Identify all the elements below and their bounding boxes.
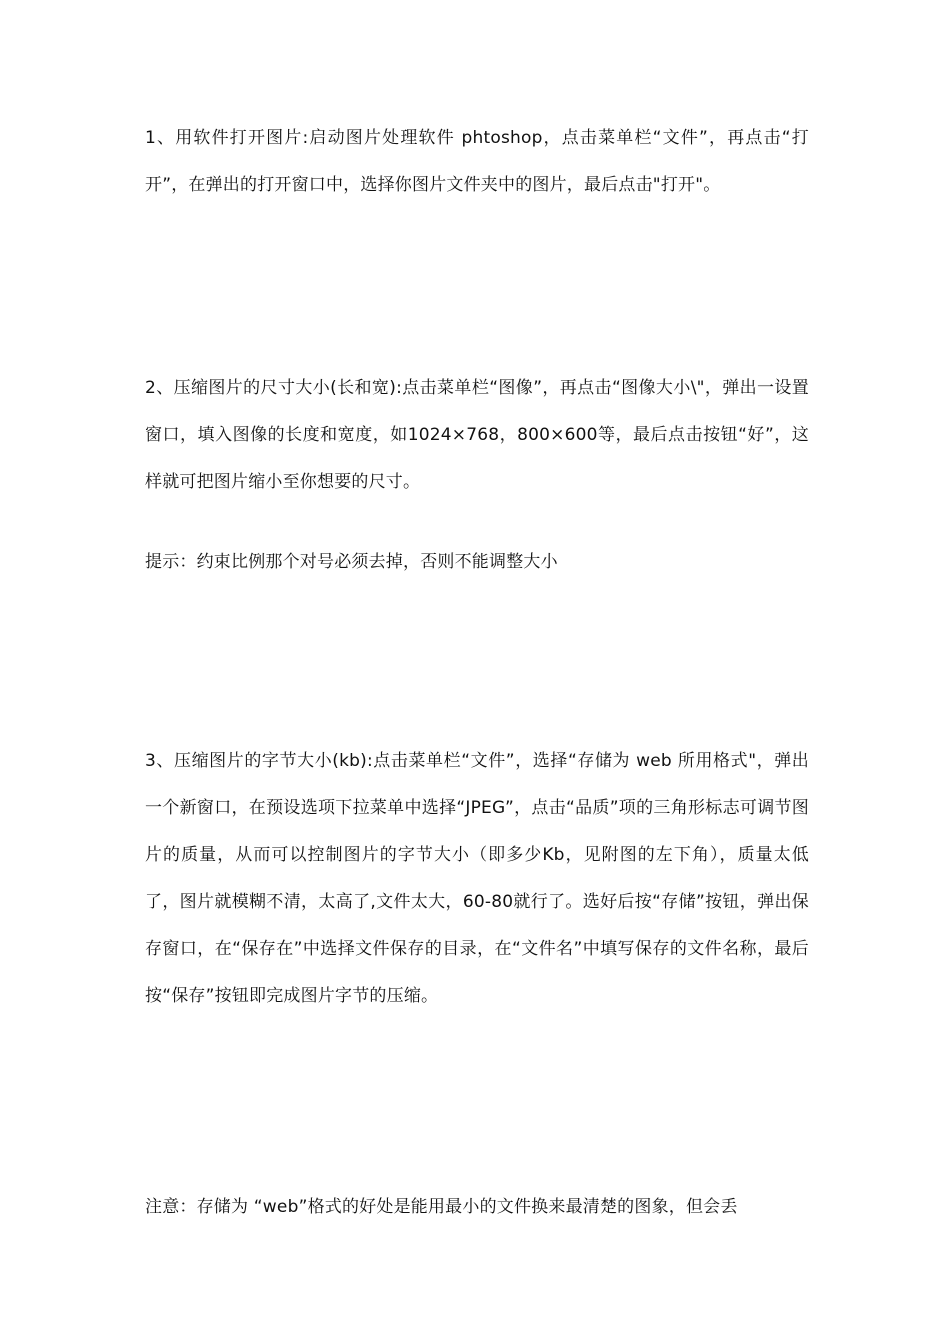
step-1-paragraph: 1、用软件打开图片:启动图片处理软件 phtoshop，点击菜单栏“文件”，再点击“打开”，在弹出的打开窗口中，选择你图片文件夹中的图片，最后点击"打开"。 [145, 128, 809, 195]
step-2-paragraph: 2、压缩图片的尺寸大小(长和宽):点击菜单栏“图像”，再点击“图像大小\"，弹出一设置窗口，填入图像的长度和宽度，如1024×768，800×600等，最后点击按钮“好”，这样就可把图片缩小至你想要的尺寸。 [145, 378, 809, 492]
note-paragraph: 注意：存储为 “web”格式的好处是能用最小的文件换来最清楚的图象，但会丢 [145, 1197, 738, 1217]
tip-paragraph: 提示：约束比例那个对号必须去掉，否则不能调整大小 [145, 552, 558, 572]
step-3-paragraph: 3、压缩图片的字节大小(kb):点击菜单栏“文件”，选择“存储为 web 所用格式"，弹出一个新窗口，在预设选项下拉菜单中选择“JPEG”，点击“品质”项的三角形标志可调节图片的质量，从而可以控制图片的字节大小（即多少Kb，见附图的左下角），质量太低了，图片就模糊不清，太高了,文件太大，60-80就行了。选好后按“存储”按钮，弹出保存窗口，在“保存在”中选择文件保存的目录，在“文件名”中填写保存的文件名称，最后按“保存”按钮即完成图片字节的压缩。 [145, 751, 809, 1006]
